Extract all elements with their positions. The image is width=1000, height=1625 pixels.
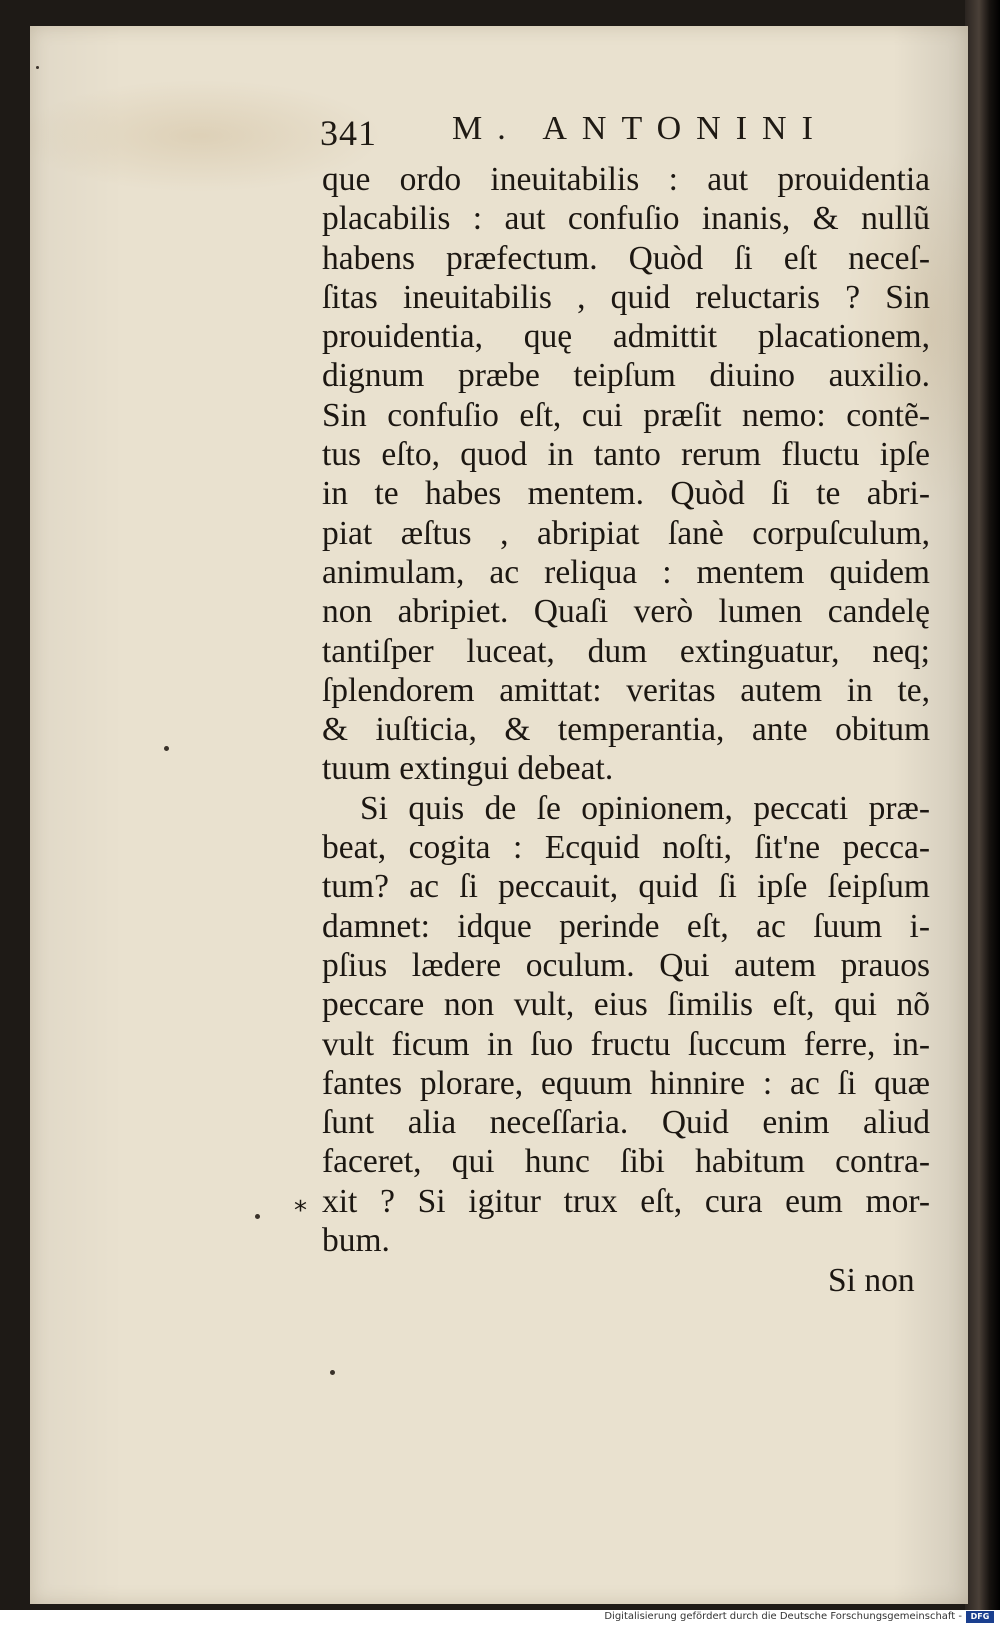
text-line: tuum extingui debeat. xyxy=(322,750,614,788)
text-line: tantiſper luceat, dum extinguatur, neq; xyxy=(322,632,930,670)
text-line: que ordo ineuitabilis : aut prouidentia xyxy=(322,161,930,198)
text-line: peccare non vult, eius ſimilis eſt, qui nõ xyxy=(322,986,930,1024)
text-line: beat, cogita : Ecquid noſti, ſit'ne pecca- xyxy=(322,829,930,867)
page-header xyxy=(320,108,920,156)
catchword: Si non xyxy=(828,1262,915,1299)
text-line: tum? ac ſi peccauit, quid ſi ipſe ſeipſum xyxy=(322,868,930,906)
text-line: in te habes mentem. Quòd ſi te abri- xyxy=(322,475,930,513)
text-line: piat æſtus , abripiat ſanè corpuſculum, xyxy=(322,514,930,552)
book-edge xyxy=(965,0,1000,1610)
text-line: Sin confuſio eſt, cui præſit nemo: contẽ- xyxy=(322,396,930,434)
text-line: animulam, ac reliqua : mentem quidem xyxy=(322,553,930,591)
text-line: ſitas ineuitabilis , quid reluctaris ? Sin xyxy=(322,278,930,316)
paragraph-start-line: Si quis de ſe opinionem, peccati præ- xyxy=(360,789,930,827)
text-line: bum. xyxy=(322,1222,390,1260)
page-number: 341 xyxy=(320,113,377,153)
ink-speck xyxy=(255,1214,260,1219)
digitization-credit: Digitalisierung gefördert durch die Deutsche Forschungsgemeinschaft - xyxy=(604,1611,962,1622)
ink-speck xyxy=(164,746,169,751)
text-line: & iuſticia, & temperantia, ante obitum xyxy=(322,711,930,749)
text-line: tus eſto, quod in tanto rerum fluctu ipſe xyxy=(322,436,930,474)
text-line: dignum præbe teipſum diuino auxilio. xyxy=(322,357,930,395)
text-line: xit ? Si igitur trux eſt, cura eum mor- xyxy=(322,1182,930,1220)
running-title: M. ANTONINI xyxy=(452,110,828,147)
marginal-asterisk: * xyxy=(294,1196,307,1226)
text-line: habens præfectum. Quòd ſi eſt neceſ- xyxy=(322,239,930,277)
text-line: faceret, qui hunc ſibi habitum contra- xyxy=(322,1143,930,1181)
text-line: pſius lædere oculum. Qui autem prauos xyxy=(322,946,930,984)
text-line: ſplendorem amittat: veritas autem in te, xyxy=(322,671,930,709)
text-line: vult ficum in ſuo fructu ſuccum ferre, in- xyxy=(322,1025,930,1063)
dfg-logo: DFG xyxy=(966,1611,994,1623)
ink-speck xyxy=(330,1370,335,1375)
text-line: damnet: idque perinde eſt, ac ſuum i- xyxy=(322,907,930,945)
body-text xyxy=(322,160,930,1260)
ink-speck xyxy=(36,66,39,69)
text-line: fantes plorare, equum hinnire : ac ſi quæ xyxy=(322,1064,930,1102)
text-line: ſunt alia neceſſaria. Quid enim aliud xyxy=(322,1104,930,1142)
text-line: prouidentia, quę admittit placationem, xyxy=(322,318,930,356)
text-line: placabilis : aut confuſio inanis, & nullũ xyxy=(322,200,930,238)
text-line: non abripiet. Quaſi verò lumen candelę xyxy=(322,593,930,631)
